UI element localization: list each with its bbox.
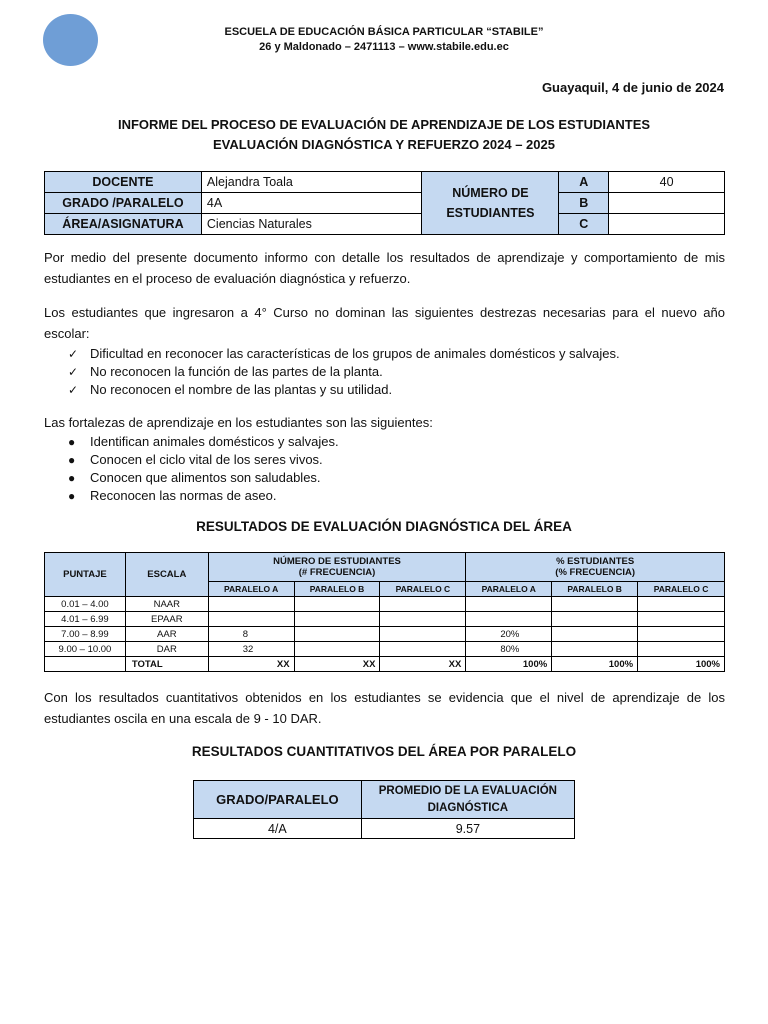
sub-header: PARALELO A <box>466 582 552 597</box>
docente-label: DOCENTE <box>45 172 202 193</box>
list-item: ● Conocen que alimentos son saludables. <box>68 470 321 485</box>
paralelo-c-label: C <box>559 214 609 235</box>
escala-header: ESCALA <box>125 553 208 597</box>
school-logo <box>43 14 98 66</box>
paralelo-b-label: B <box>559 193 609 214</box>
table-row <box>194 819 575 839</box>
paralelo-c-count <box>609 214 725 235</box>
promedio-value: 9.57 <box>361 819 574 839</box>
bullet-icon: ● <box>68 453 76 467</box>
percent-header: % ESTUDIANTES (% FRECUENCIA) <box>466 553 725 582</box>
school-address: 26 y Maldonado – 2471113 – www.stabile.edu.ec <box>259 41 509 53</box>
weaknesses-list <box>68 345 620 399</box>
grado-paralelo-value: 4/A <box>194 819 362 839</box>
puntaje-header: PUNTAJE <box>45 553 126 597</box>
check-icon: ✓ <box>68 347 79 361</box>
table-row: 9.00 – 10.00 DAR 32 80% <box>45 642 725 657</box>
table-row: 4.01 – 6.99 EPAAR <box>45 612 725 627</box>
list-item: ● Identifican animales domésticos y salvajes. <box>68 434 339 449</box>
area-value: Ciencias Naturales <box>201 214 422 235</box>
weaknesses-intro: Los estudiantes que ingresaron a 4° Curso no dominan las siguientes destrezas necesarias para el nuevo año escolar: <box>44 305 725 341</box>
grado-value: 4A <box>201 193 422 214</box>
bullet-icon: ● <box>68 471 76 485</box>
document-date: Guayaquil, 4 de junio de 2024 <box>541 80 724 95</box>
quant-section-title: RESULTADOS CUANTITATIVOS DEL ÁREA POR PARALELO <box>191 744 577 759</box>
promedio-header: PROMEDIO DE LA EVALUACIÓN DIAGNÓSTICA <box>361 781 574 819</box>
numero-label-line2: ESTUDIANTES <box>446 206 535 220</box>
teacher-info-table <box>44 171 725 235</box>
report-title-line1: INFORME DEL PROCESO DE EVALUACIÓN DE APRENDIZAJE DE LOS ESTUDIANTES <box>117 117 651 132</box>
list-item: ✓ No reconocen la función de las partes de la planta. <box>68 364 383 379</box>
sub-header: PARALELO B <box>552 582 638 597</box>
bullet-icon: ● <box>68 489 76 503</box>
frequency-header: NÚMERO DE ESTUDIANTES (# FRECUENCIA) <box>208 553 466 582</box>
sub-header: PARALELO C <box>380 582 466 597</box>
area-label: ÁREA/ASIGNATURA <box>45 214 202 235</box>
total-label: TOTAL <box>125 657 208 672</box>
school-name: ESCUELA DE EDUCACIÓN BÁSICA PARTICULAR “STABILE” <box>224 26 544 38</box>
paralelo-a-label: A <box>559 172 609 193</box>
results-section-title: RESULTADOS DE EVALUACIÓN DIAGNÓSTICA DEL ÁREA <box>196 519 572 534</box>
list-item: ● Reconocen las normas de aseo. <box>68 488 277 503</box>
conclusion-paragraph: Con los resultados cuantitativos obtenidos en los estudiantes se evidencia que el nivel de aprendizaje de los estudiantes oscila en una escala de 9 - 10 DAR. <box>44 690 725 726</box>
check-icon: ✓ <box>68 383 79 397</box>
sub-header: PARALELO A <box>208 582 294 597</box>
check-icon: ✓ <box>68 365 79 379</box>
sub-header: PARALELO C <box>638 582 725 597</box>
sub-header: PARALELO B <box>294 582 380 597</box>
docente-value: Alejandra Toala <box>201 172 422 193</box>
grado-paralelo-header: GRADO/PARALELO <box>194 781 362 819</box>
report-title-line2: EVALUACIÓN DIAGNÓSTICA Y REFUERZO 2024 – 2025 <box>213 137 555 152</box>
grado-label: GRADO /PARALELO <box>45 193 202 214</box>
strengths-list <box>68 433 339 505</box>
numero-estudiantes-label <box>422 172 559 235</box>
strengths-intro: Las fortalezas de aprendizaje en los estudiantes son las siguientes: <box>44 415 433 430</box>
quant-table <box>193 780 575 839</box>
bullet-icon: ● <box>68 435 76 449</box>
list-item: ✓ No reconocen el nombre de las plantas y su utilidad. <box>68 382 393 397</box>
results-table <box>44 552 725 672</box>
total-row: TOTAL XX XX XX 100% 100% 100% <box>45 657 725 672</box>
intro-paragraph: Por medio del presente documento informo con detalle los resultados de aprendizaje y comportamiento de mis estudiantes en el proceso de evaluación diagnóstica y refuerzo. <box>44 250 725 286</box>
paralelo-b-count <box>609 193 725 214</box>
table-row: 0.01 – 4.00 NAAR <box>45 597 725 612</box>
paralelo-a-count: 40 <box>609 172 725 193</box>
list-item: ✓ Dificultad en reconocer las características de los grupos de animales domésticos y salvajes. <box>68 346 620 361</box>
numero-label-line1: NÚMERO DE <box>452 186 529 200</box>
table-row: 7.00 – 8.99 AAR 8 20% <box>45 627 725 642</box>
list-item: ● Conocen el ciclo vital de los seres vivos. <box>68 452 323 467</box>
